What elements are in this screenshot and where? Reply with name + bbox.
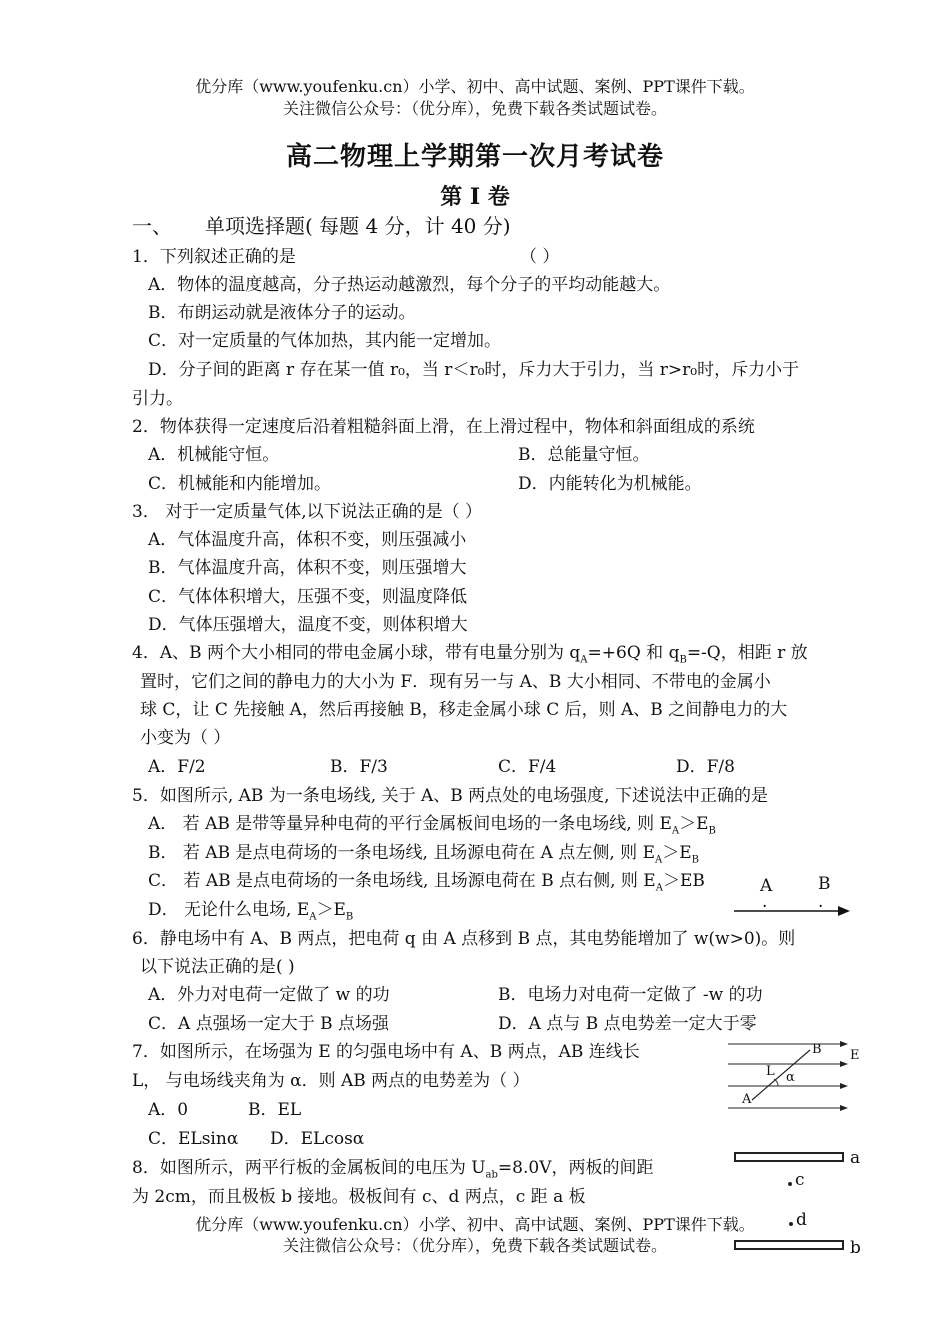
q4-line4: 小变为（ ） — [140, 728, 231, 748]
q4-option-c: C．F/4 — [498, 757, 557, 777]
q5-option-a — [148, 809, 716, 836]
q7-segment-ab — [752, 1050, 810, 1100]
section-number: 一、 — [132, 214, 172, 238]
q7-option-a: A．0 — [148, 1100, 189, 1120]
q1-answer-paren: （ ） — [520, 247, 560, 267]
q5-option-a-sub-b: B — [708, 825, 716, 837]
q7-fig-label-e: E — [850, 1048, 860, 1063]
q5-field-line-figure — [732, 903, 854, 919]
page-footer-line2: 关注微信公众号：（优分库），免费下载各类试题试卷。 — [282, 1236, 667, 1255]
q5-option-b-gt: ＞E — [662, 843, 692, 863]
q5-option-b-sub-b: B — [691, 854, 700, 866]
q5-option-b — [148, 838, 699, 865]
q2-option-a: A．机械能守恒。 — [148, 445, 280, 465]
q2-stem: 2．物体获得一定速度后沿着粗糙斜面上滑，在上滑过程中，物体和斜面组成的系统 — [132, 417, 755, 437]
q4-line1-sub-b: B — [679, 654, 687, 666]
q5-option-a-sub-a: A — [671, 825, 680, 837]
q5-option-a-text: A． 若 AB 是带等量异种电荷的平行金属板间电场的一条电场线, 则 E — [148, 814, 672, 834]
q5-field-line-arrowhead — [838, 906, 850, 916]
q5-option-d-sub-a: A — [309, 911, 317, 923]
q8-line1-part2: =8.0V，两板的间距 — [497, 1158, 654, 1178]
q1-option-a: A．物体的温度越高，分子热运动越激烈，每个分子的平均动能越大。 — [148, 275, 671, 295]
q8-plate-a — [734, 1152, 844, 1162]
q7-fig-label-l: L — [766, 1064, 775, 1079]
q1-option-d-line2: 引力。 — [132, 389, 183, 409]
q5-stem: 5．如图所示, AB 为一条电场线, 关于 A、B 两点处的电场强度, 下述说法中正确的是 — [132, 786, 768, 806]
page-footer-line1: 优分库（www.youfenku.cn）小学、初中、高中试题、案例、PPT课件下载。 — [195, 1215, 755, 1234]
q4-option-d: D．F/8 — [676, 757, 735, 777]
q5-option-d-sub-b: B — [345, 911, 354, 923]
q7-fig-label-b: B — [812, 1042, 822, 1057]
q8-fig-label-a: a — [850, 1148, 861, 1168]
q7-line2: L， 与电场线夹角为 α．则 AB 两点的电势差为（ ） — [132, 1071, 530, 1091]
q7-field-arrow-3 — [840, 1083, 848, 1089]
q5-option-b-text: B． 若 AB 是点电荷场的一条电场线, 且场源电荷在 A 点左侧, 则 E — [148, 843, 655, 863]
q5-option-c-sub-a: A — [655, 882, 663, 894]
q8-line1-sub: ab — [485, 1169, 498, 1181]
q4-line1-sub-a: A — [580, 654, 588, 666]
q4-line1-part1: 4．A、B 两个大小相同的带电金属小球，带有电量分别为 q — [132, 643, 581, 663]
q7-option-c: C．ELsinα — [148, 1129, 239, 1149]
q8-line1-part1: 8．如图所示，两平行板的金属板间的电压为 U — [132, 1158, 486, 1178]
q4-line1 — [132, 638, 808, 665]
q6-option-d: D．A 点与 B 点电势差一定大于零 — [498, 1014, 757, 1034]
q5-option-b-sub-a: A — [655, 854, 663, 866]
q7-field-arrow-4 — [840, 1105, 848, 1111]
q1-option-c: C．对一定质量的气体加热，其内能一定增加。 — [148, 331, 502, 351]
q4-line2: 置时，它们之间的静电力的大小为 F．现有另一与 A、B 大小相同、不带电的金属小 — [140, 672, 771, 692]
q2-option-b: B．总能量守恒。 — [518, 445, 650, 465]
q1-stem: 1．下列叙述正确的是 — [132, 247, 296, 267]
q1-option-d-line1: D．分子间的距离 r 存在某一值 r₀，当 r＜r₀时，斥力大于引力，当 r>r₀时，斥力小于 — [148, 360, 800, 380]
q7-fig-label-alpha: α — [786, 1070, 795, 1085]
q6-option-c: C．A 点强场一定大于 B 点场强 — [148, 1014, 389, 1034]
q6-line1: 6．静电场中有 A、B 两点，把电荷 q 由 A 点移到 B 点，其电势能增加了 w(w>0)。则 — [132, 929, 796, 949]
q2-option-d: D．内能转化为机械能。 — [518, 474, 702, 494]
q6-line2: 以下说法正确的是( ) — [140, 957, 295, 977]
q3-option-d: D．气体压强增大，温度不变，则体积增大 — [148, 615, 468, 635]
q7-option-b: B．EL — [248, 1100, 302, 1120]
q5-option-c-text: C． 若 AB 是点电荷场的一条电场线, 且场源电荷在 B 点右侧, 则 E — [148, 871, 656, 891]
page-header-line2: 关注微信公众号：（优分库），免费下载各类试题试卷。 — [282, 99, 667, 118]
q4-line3: 球 C，让 C 先接触 A，然后再接触 B，移走金属小球 C 后，则 A、B 之间静电力的大 — [140, 700, 788, 720]
q5-fig-dot-a: . — [762, 892, 768, 912]
q8-fig-label-d: d — [796, 1210, 807, 1230]
q7-field-arrow-2 — [840, 1061, 848, 1067]
q5-option-d-text: D． 无论什么电场, E — [148, 900, 310, 920]
q8-point-c-dot — [788, 1182, 792, 1186]
q5-fig-dot-b: . — [818, 892, 824, 912]
q5-fig-label-b: B — [818, 874, 831, 894]
q5-fig-label-a: A — [760, 876, 773, 896]
q3-option-c: C．气体体积增大，压强不变，则温度降低 — [148, 587, 468, 607]
q5-option-c — [148, 866, 705, 893]
q3-option-a: A．气体温度升高，体积不变，则压强减小 — [148, 530, 467, 550]
section-heading: 单项选择题( 每题 4 分，计 40 分) — [205, 214, 511, 238]
q2-option-c: C．机械能和内能增加。 — [148, 474, 332, 494]
q8-line2: 为 2cm，而且极板 b 接地。极板间有 c、d 两点，c 距 a 板 — [132, 1187, 586, 1207]
q7-option-d: D．ELcosα — [270, 1129, 365, 1149]
page-header-line1: 优分库（www.youfenku.cn）小学、初中、高中试题、案例、PPT课件下载。 — [195, 77, 755, 96]
q4-option-a: A．F/2 — [148, 757, 206, 777]
q7-line1: 7．如图所示，在场强为 E 的匀强电场中有 A、B 两点，AB 连线长 — [132, 1042, 640, 1062]
page-subtitle: 第 I 卷 — [440, 184, 510, 210]
q3-option-b: B．气体温度升高，体积不变，则压强增大 — [148, 558, 467, 578]
q6-option-b: B．电场力对电荷一定做了 -w 的功 — [498, 985, 763, 1005]
q1-option-b: B．布朗运动就是液体分子的运动。 — [148, 303, 416, 323]
q7-field-arrow-1 — [840, 1041, 848, 1047]
q6-option-a: A．外力对电荷一定做了 w 的功 — [148, 985, 390, 1005]
q3-stem: 3． 对于一定质量气体,以下说法正确的是（ ） — [132, 502, 483, 522]
q4-line1-part2: =+6Q 和 q — [587, 643, 680, 663]
q8-fig-label-b: b — [850, 1238, 861, 1258]
q4-line1-part3: =-Q，相距 r 放 — [686, 643, 808, 663]
page-title: 高二物理上学期第一次月考试卷 — [285, 142, 664, 172]
q8-fig-label-c: c — [795, 1170, 805, 1190]
q7-fig-label-a: A — [742, 1092, 752, 1107]
q4-option-b: B．F/3 — [330, 757, 388, 777]
q5-option-a-gt: ＞E — [679, 814, 709, 834]
q8-line1 — [132, 1153, 653, 1180]
q5-option-c-gt: ＞EB — [662, 871, 705, 891]
q5-option-d — [148, 895, 353, 922]
q5-option-d-gt: ＞E — [316, 900, 346, 920]
